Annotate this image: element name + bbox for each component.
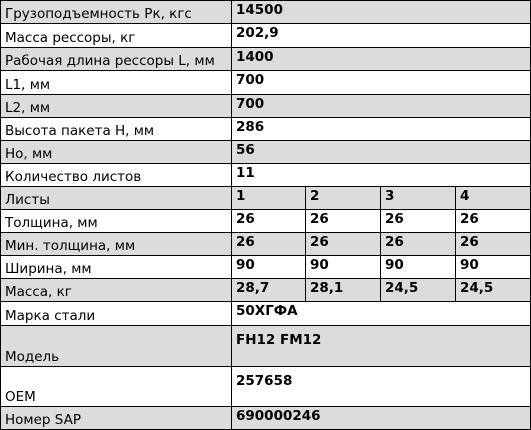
leaf-number-4: 4 bbox=[456, 187, 531, 210]
label-l2: L2, мм bbox=[1, 95, 232, 118]
row-width bbox=[1, 256, 531, 279]
row-steel-grade bbox=[1, 302, 531, 326]
thickness-leaf-3: 26 bbox=[381, 210, 456, 233]
mass-leaf-3: 24,5 bbox=[381, 279, 456, 302]
row-leaf-mass bbox=[1, 279, 531, 302]
row-l1 bbox=[1, 71, 531, 95]
width-leaf-2: 90 bbox=[306, 256, 381, 279]
value-l2: 700 bbox=[232, 95, 531, 118]
value-h0: 56 bbox=[232, 141, 531, 164]
width-leaf-4: 90 bbox=[456, 256, 531, 279]
label-oem: OEM bbox=[1, 367, 232, 407]
row-leaf-count bbox=[1, 164, 531, 187]
width-leaf-3: 90 bbox=[381, 256, 456, 279]
row-working-length bbox=[1, 48, 531, 71]
row-model bbox=[1, 326, 531, 367]
thickness-leaf-4: 26 bbox=[456, 210, 531, 233]
label-leaf-mass: Масса, кг bbox=[1, 279, 232, 302]
value-load-capacity: 14500 bbox=[232, 1, 531, 24]
label-min-thickness: Мин. толщина, мм bbox=[1, 233, 232, 256]
row-mass bbox=[1, 24, 531, 48]
min-thickness-leaf-4: 26 bbox=[456, 233, 531, 256]
value-pack-height: 286 bbox=[232, 118, 531, 141]
label-l1: L1, мм bbox=[1, 71, 232, 95]
label-width: Ширина, мм bbox=[1, 256, 232, 279]
row-l2 bbox=[1, 95, 531, 118]
row-oem bbox=[1, 367, 531, 407]
mass-leaf-4: 24,5 bbox=[456, 279, 531, 302]
row-thickness bbox=[1, 210, 531, 233]
label-steel-grade: Марка стали bbox=[1, 302, 232, 326]
value-sap: 690000246 bbox=[232, 407, 531, 430]
value-working-length: 1400 bbox=[232, 48, 531, 71]
leaf-number-2: 2 bbox=[306, 187, 381, 210]
leaf-number-3: 3 bbox=[381, 187, 456, 210]
label-sap: Номер SAP bbox=[1, 407, 232, 430]
value-leaf-count: 11 bbox=[232, 164, 531, 187]
row-sap bbox=[1, 407, 531, 430]
min-thickness-leaf-2: 26 bbox=[306, 233, 381, 256]
value-model: FH12 FM12 bbox=[232, 326, 531, 367]
value-steel-grade: 50ХГФА bbox=[232, 302, 531, 326]
thickness-leaf-2: 26 bbox=[306, 210, 381, 233]
label-model: Модель bbox=[1, 326, 232, 367]
row-min-thickness bbox=[1, 233, 531, 256]
label-pack-height: Высота пакета Н, мм bbox=[1, 118, 232, 141]
width-leaf-1: 90 bbox=[232, 256, 306, 279]
thickness-leaf-1: 26 bbox=[232, 210, 306, 233]
value-l1: 700 bbox=[232, 71, 531, 95]
row-leaves bbox=[1, 187, 531, 210]
row-h0 bbox=[1, 141, 531, 164]
value-mass: 202,9 bbox=[232, 24, 531, 48]
leaf-number-1: 1 bbox=[232, 187, 306, 210]
row-pack-height bbox=[1, 118, 531, 141]
label-leaf-count: Количество листов bbox=[1, 164, 232, 187]
label-load-capacity: Грузоподъемность Рк, кгс bbox=[1, 1, 232, 24]
row-load-capacity bbox=[1, 1, 531, 24]
min-thickness-leaf-1: 26 bbox=[232, 233, 306, 256]
label-thickness: Толщина, мм bbox=[1, 210, 232, 233]
label-mass: Масса рессоры, кг bbox=[1, 24, 232, 48]
mass-leaf-2: 28,1 bbox=[306, 279, 381, 302]
value-oem: 257658 bbox=[232, 367, 531, 407]
mass-leaf-1: 28,7 bbox=[232, 279, 306, 302]
label-working-length: Рабочая длина рессоры L, мм bbox=[1, 48, 232, 71]
label-h0: Но, мм bbox=[1, 141, 232, 164]
label-leaves: Листы bbox=[1, 187, 232, 210]
min-thickness-leaf-3: 26 bbox=[381, 233, 456, 256]
